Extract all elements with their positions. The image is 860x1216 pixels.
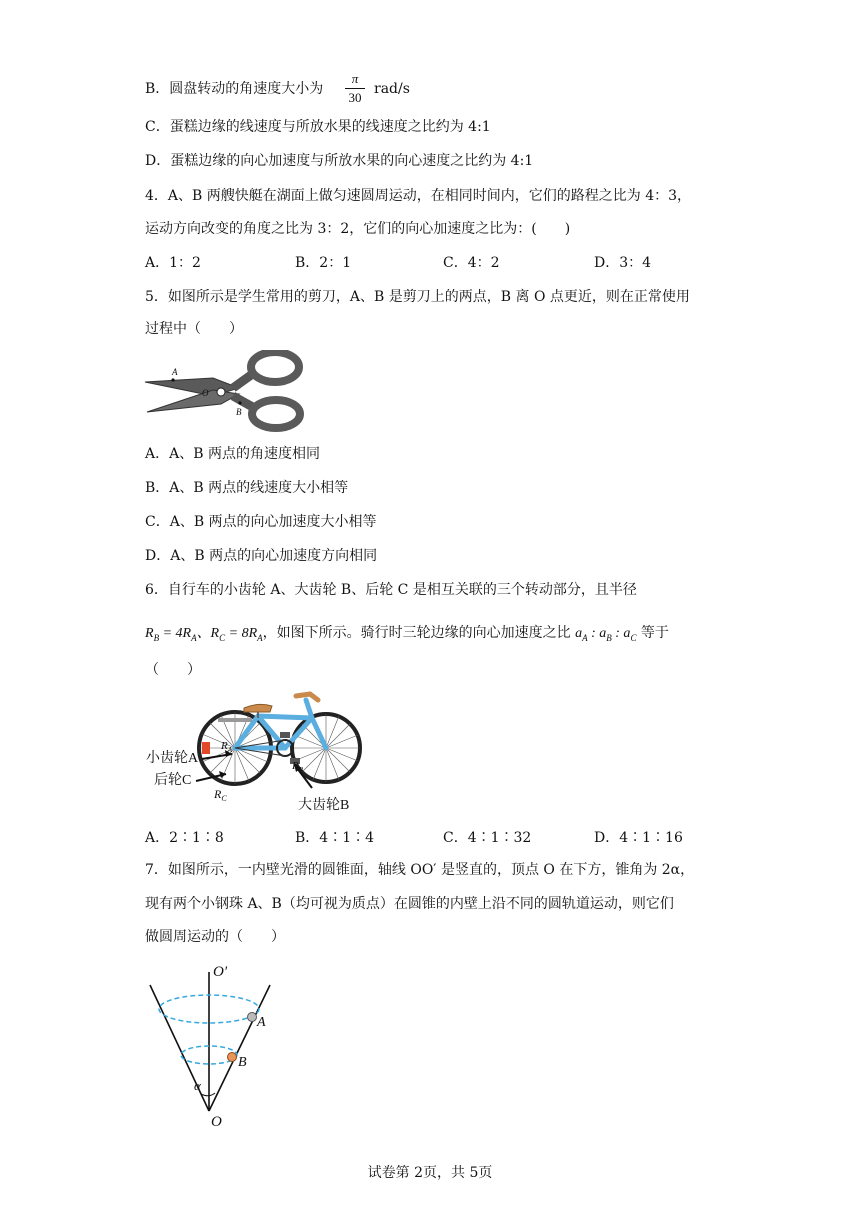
q4-option-b: B．2：1 (295, 255, 352, 271)
q7-stem-line2: 现有两个小钢珠 A、B（均可视为质点）在圆锥的内壁上沿不同的圆轨道运动，则它们 (145, 896, 674, 912)
q4-stem-line2: 运动方向改变的角度之比为 3：2，它们的向心加速度之比为：( ) (145, 221, 571, 237)
q3-option-d: D．蛋糕边缘的向心加速度与所放水果的向心速度之比约为 4:1 (145, 153, 534, 169)
scissors-label-a: A (172, 367, 178, 377)
scissors-figure (143, 350, 305, 432)
q6-option-d: D．4∶1∶16 (594, 830, 683, 846)
q5-stem-line1: 5．如图所示是学生常用的剪刀，A、B 是剪刀上的两点，B 离 O 点更近，则在正常使用 (145, 289, 690, 305)
bicycle-figure (140, 688, 370, 813)
q6-option-a: A．2∶1∶8 (145, 830, 224, 846)
q3-option-b-text: B．圆盘转动的角速度大小为 (145, 81, 324, 97)
q6-stem-line2 (145, 623, 669, 648)
q5-option-a: A．A、B 两点的角速度相同 (145, 446, 320, 462)
q7-stem-line3: 做圆周运动的（ ） (145, 929, 285, 945)
bike-label-big-gear: 大齿轮B (298, 798, 350, 813)
q5-stem-line2: 过程中（ ） (145, 321, 243, 337)
q4-option-d: D．3：4 (594, 255, 652, 271)
page-footer: 试卷第 2页，共 5页 (367, 1165, 493, 1181)
scissors-label-b: B (236, 407, 242, 417)
q6-option-b: B．4∶1∶4 (295, 830, 375, 846)
bike-label-ra: $R_A$ (221, 740, 233, 754)
cone-label-a: A (257, 1015, 266, 1030)
q6-stem-line2-end: 等于 (640, 625, 669, 641)
bike-label-rear-wheel: 后轮C (154, 773, 192, 788)
q3-fraction (345, 72, 365, 105)
cone-figure (140, 960, 290, 1130)
q5-option-c: C．A、B 两点的向心加速度大小相等 (145, 514, 377, 530)
bike-label-small-gear: 小齿轮A (146, 751, 199, 766)
cone-label-alpha: α (194, 1078, 201, 1093)
q7-stem-line1: 7．如图所示，一内壁光滑的圆锥面，轴线 OO′ 是竖直的，顶点 O 在下方，锥角为 2α， (145, 862, 695, 878)
q3-option-c: C．蛋糕边缘的线速度与所放水果的线速度之比约为 4:1 (145, 119, 491, 135)
q6-stem-line2-text: ，如图下所示。骑行时三轮边缘的向心加速度之比 (262, 625, 571, 641)
q4-option-a: A．1：2 (145, 255, 201, 271)
q6-stem-line3: （ ） (145, 662, 201, 678)
q4-option-c: C．4：2 (443, 255, 500, 271)
q4-stem-line1: 4．A、B 两艘快艇在湖面上做匀速圆周运动，在相同时间内，它们的路程之比为 4：3， (145, 188, 692, 204)
bike-label-rc: $R_C$ (214, 787, 227, 803)
fraction-denominator: 30 (348, 90, 362, 105)
bike-label-rb: $R_B$ (292, 760, 304, 774)
cone-label-b: B (238, 1055, 247, 1070)
scissors-label-o: O (202, 388, 209, 398)
q5-option-b: B．A、B 两点的线速度大小相等 (145, 480, 349, 496)
q6-stem-line1: 6．自行车的小齿轮 A、大齿轮 B、后轮 C 是相互关联的三个转动部分，且半径 (145, 582, 637, 598)
q6-radius-relation: $R_B = 4R_A$、$R_C = 8R_A$ (145, 626, 263, 643)
fraction-numerator: π (351, 71, 359, 86)
q3-option-b (145, 79, 323, 99)
q3-option-b-unit: rad/s (374, 81, 410, 97)
cone-label-o-prime: O′ (213, 964, 228, 980)
cone-label-o: O (211, 1114, 222, 1130)
q5-option-d: D．A、B 两点的向心加速度方向相同 (145, 548, 378, 564)
q6-ratio: $a_A$ : $a_B$ : $a_C$ (575, 626, 637, 643)
q6-option-c: C．4∶1∶32 (443, 830, 532, 846)
